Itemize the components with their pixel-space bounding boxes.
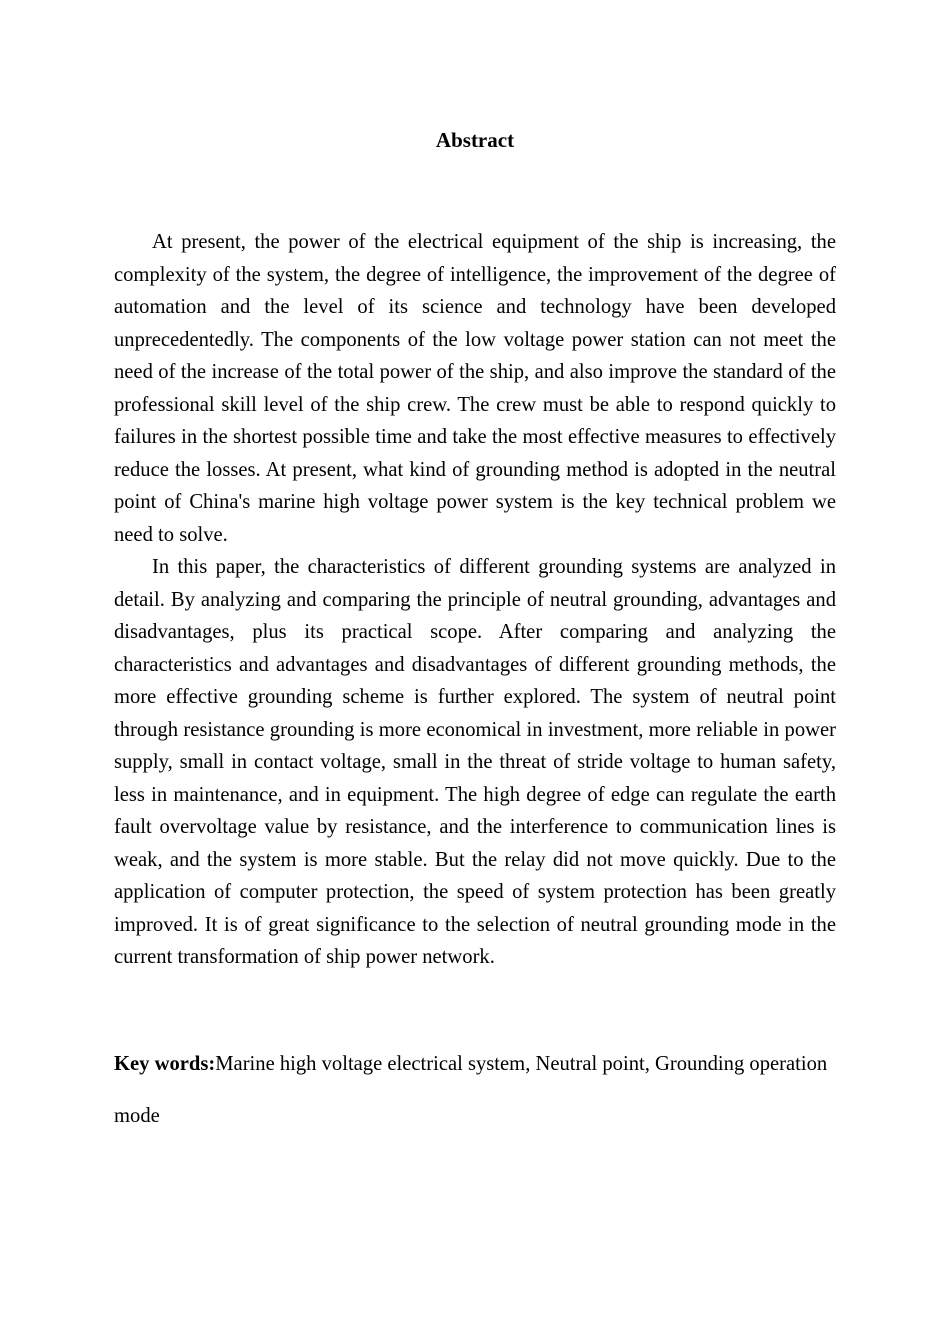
abstract-paragraph-2: In this paper, the characteristics of different grounding systems are analyzed in detail. By analyzing and comparing the principle of neutral grounding, advantages and disadvantages, plus its practical scope. After comparing and analyzing the characteristics and advantages and disadvantages of different grounding methods, the more effective grounding scheme is further explored. The system of neutral point through resistance grounding is more economical in investment, more reliable in power supply, small in contact voltage, small in the threat of stride voltage to human safety, less in maintenance, and in equipment. The high degree of edge can regulate the earth fault overvoltage value by resistance, and the interference to communication lines is weak, and the system is more stable. But the relay did not move quickly. Due to the application of computer protection, the speed of system protection has been greatly improved. It is of great significance to the selection of neutral grounding mode in the current transformation of ship power network. (114, 556, 836, 968)
keywords-label: Key words: (114, 1053, 216, 1075)
keywords-text: Marine high voltage electrical system, Neutral point, Grounding operation mode (114, 1053, 828, 1127)
abstract-body (114, 226, 836, 974)
keywords-line (114, 1038, 836, 1142)
page-title: Abstract (435, 128, 515, 152)
abstract-paragraph-1: At present, the power of the electrical equipment of the ship is increasing, the complexity of the system, the degree of intelligence, the improvement of the degree of automation and the level of its science and technology have been developed unprecedentedly. The components of the low voltage power station can not meet the need of the increase of the total power of the ship, and also improve the standard of the professional skill level of the ship crew. The crew must be able to respond quickly to failures in the shortest possible time and take the most effective measures to effectively reduce the losses. At present, what kind of grounding method is adopted in the neutral point of China's marine high voltage power system is the key technical problem we need to solve. (114, 231, 836, 546)
